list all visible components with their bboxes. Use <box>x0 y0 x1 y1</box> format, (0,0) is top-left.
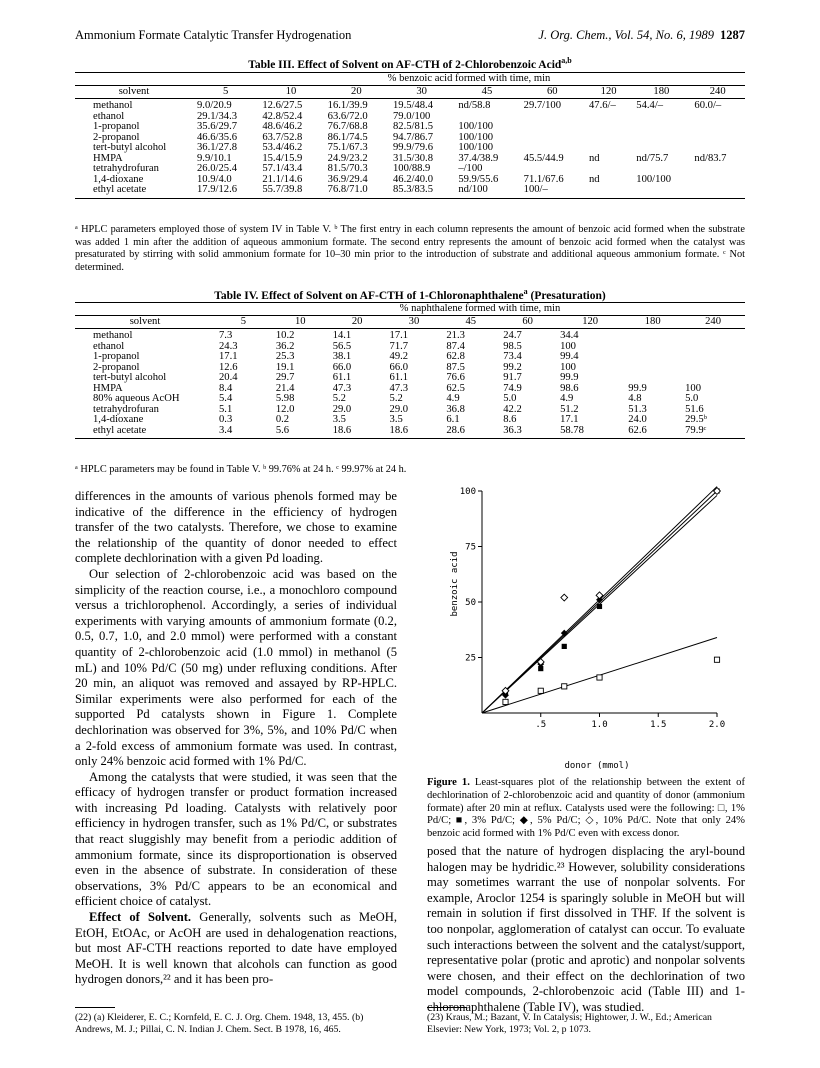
table-cell: 21.1/14.6 <box>262 173 303 185</box>
table-cell: 100/100 <box>636 173 672 185</box>
table-cell <box>681 352 745 363</box>
table-cell: 49.2 <box>389 351 409 362</box>
table-cell: 100/100 <box>458 121 494 132</box>
table-cell: 99.9 <box>628 382 647 394</box>
running-title: Ammonium Formate Catalytic Transfer Hydrogenation <box>75 28 352 42</box>
table-cell: 51.3 <box>628 403 647 415</box>
table-cell: 5.0 <box>503 393 517 404</box>
data-point <box>597 604 602 609</box>
figure-1-caption: Figure 1. Least-squares plot of the relationship between the extent of dechlorination of 2-chlorobenzoic acid and quantity of donor (ammonium formate) after 20 min at reflux. Catalysts used were the following: □, 1% Pd/C; ■, 3% Pd/C; ◆, 5% Pd/C; ◇, 10% Pd/C. Note that only 24% benzoic acid formed with 1% Pd/C even with excess donor. <box>427 777 745 840</box>
data-point <box>561 594 568 601</box>
table-cell: 24.0 <box>628 414 647 425</box>
solvent-cell: 1-propanol <box>93 121 140 132</box>
table-cell: 62.5 <box>446 382 465 394</box>
table-cell: 3.5 <box>332 414 346 425</box>
time-header: 60 <box>520 85 585 99</box>
table-row <box>75 329 745 342</box>
table-cell <box>624 342 681 353</box>
table3-caption: Table III. Effect of Solvent on AF-CTH of 2-Chlorobenzoic Acid$^{a,b}$ <box>248 56 572 71</box>
table-cell: 85.3/83.5 <box>389 185 454 198</box>
table-cell: 100/– <box>520 185 585 198</box>
table-cell: 74.9 <box>503 382 522 394</box>
table-cell: 29.0 <box>332 403 352 415</box>
table-cell: 62.8 <box>446 351 465 362</box>
table-cell: nd/58.8 <box>458 100 491 111</box>
figure-1-plot <box>427 484 745 770</box>
table-cell: 48.6/46.2 <box>262 121 303 132</box>
table3-solvent-header: solvent <box>75 85 193 99</box>
table-cell: 21.3 <box>446 330 465 341</box>
x-axis-label: donor (mmol) <box>564 761 630 770</box>
time-header: 20 <box>329 315 386 329</box>
table-cell: 71.7 <box>389 340 409 352</box>
table-cell: 21.4 <box>275 382 295 394</box>
x-tick-label: 1.0 <box>591 720 608 730</box>
y-axis-label: benzoic acid <box>450 551 460 617</box>
table-cell: 99.9/79.6 <box>392 142 434 153</box>
table-cell: nd <box>588 173 600 185</box>
table-cell: 82.5/81.5 <box>392 121 434 132</box>
table-cell: 31.5/30.8 <box>392 152 434 164</box>
table-cell: 76.8/71.0 <box>324 185 389 198</box>
table-cell: 61.1 <box>389 372 409 383</box>
data-point <box>538 688 543 693</box>
table-cell: 4.9 <box>446 393 460 404</box>
table-cell: 5.2 <box>332 393 346 404</box>
time-header: 120 <box>585 85 632 99</box>
table4-footnote: ᵃ HPLC parameters may be found in Table V. ᵇ 99.76% at 24 h. ᶜ 99.97% at 24 h. <box>75 464 407 475</box>
footnote-rule <box>427 1007 467 1008</box>
table-cell: 100 <box>560 340 576 352</box>
table-cell: 60.0/– <box>694 100 722 111</box>
table-cell: 5.4 <box>219 393 233 404</box>
table-row <box>75 143 745 154</box>
table-cell: 17.1 <box>389 330 409 341</box>
table-cell <box>690 164 745 175</box>
table-cell: 100/100 <box>458 142 494 153</box>
table-cell: 18.6 <box>329 426 386 439</box>
table-cell: 5.2 <box>389 393 403 404</box>
table-cell: 61.1 <box>332 372 352 383</box>
solvent-cell: tetrahydrofuran <box>93 403 159 415</box>
time-header: 10 <box>272 315 329 329</box>
table-cell: 20.4 <box>219 372 238 383</box>
x-tick-label: .5 <box>535 720 547 730</box>
table-cell: 5.6 <box>272 426 329 439</box>
table-cell: 34.4 <box>560 330 579 341</box>
table-row <box>75 164 745 175</box>
table-cell: 47.6/– <box>588 100 616 111</box>
table-row <box>75 99 745 112</box>
table-cell: 26.0/25.4 <box>197 163 238 174</box>
paragraph: Among the catalysts that were studied, it was seen that the efficacy of hydrogen transfer or product formation increased with increasing Pd loading. Catalysts with relatively poor efficiency in hydrogen transfer, such as 1% Pd/C, or substrates that react sluggishly may benefit from a periodic addition of ammonium formate, since its disproportionation is observed even in the absence of substrate. In consideration of these observations, 3% Pd/C appears to be an economical and efficient choice of catalyst. <box>75 769 397 909</box>
table-row <box>75 373 745 384</box>
solvent-cell: methanol <box>93 100 133 111</box>
time-header: 5 <box>193 85 258 99</box>
table-cell: nd/83.7 <box>694 152 727 164</box>
table-cell: 16.1/39.9 <box>327 100 368 111</box>
table-cell: 87.4 <box>446 340 465 352</box>
solvent-cell: tert-butyl alcohol <box>93 142 167 153</box>
table-cell: 99.2 <box>503 361 522 373</box>
table-cell: 5.98 <box>275 393 295 404</box>
solvent-cell: 80% aqueous AcOH <box>93 393 180 404</box>
table-cell <box>690 122 745 133</box>
table-cell: 6.1 <box>446 414 460 425</box>
table-cell: 42.8/52.4 <box>262 110 303 122</box>
table-cell <box>585 185 632 198</box>
paragraph: Our selection of 2-chlorobenzoic acid was based on the simplicity of the reaction course, i.e., a monochloro compound versus a trichlorophenol. Accordingly, a series of individual experiments with varying amounts of ammonium formate (0.2, 0.5, 0.7, 1.0, and 2.0 mmol) were performed with a constant quantity of 2-chlorobenzoic acid (1.0 mmol) in methanol (5 mL) and 10% Pd/C (50 mg) under refluxing conditions. After 20 min, an aliquot was removed and assayed by RP-HPLC. Similar experiments were also performed for each of the supported Pd catalysts shown in Figure 1. Complete dechlorination was observed for 3%, 5%, and 10% Pd/C when a 2-fold excess of ammonium formate was used. In contrast, only 24% benzoic acid formed with 1% Pd/C. <box>75 566 397 769</box>
table4-span-header: % naphthalene formed with time, min <box>215 303 745 316</box>
table-cell <box>632 112 690 123</box>
time-header: 30 <box>386 315 443 329</box>
table-cell: 76.7/68.8 <box>327 121 368 132</box>
time-header: 120 <box>556 315 624 329</box>
table-cell: 99.9 <box>560 372 579 383</box>
table-cell: 38.1 <box>332 351 352 362</box>
table-cell: 3.5 <box>389 414 403 425</box>
table-row <box>75 342 745 353</box>
y-tick-label: 75 <box>465 542 476 553</box>
solvent-cell: 1-propanol <box>93 351 140 362</box>
table-cell <box>681 329 745 342</box>
table-cell: 58.78 <box>556 426 624 439</box>
time-header: 180 <box>624 315 681 329</box>
table-cell <box>690 112 745 123</box>
table-cell: 36.9/29.4 <box>327 173 368 185</box>
table-cell: 47.3 <box>332 382 352 394</box>
table-cell: 29.1/34.3 <box>197 110 238 122</box>
table-cell: 7.3 <box>219 330 233 341</box>
table-row <box>75 352 745 363</box>
table-cell: 76.6 <box>446 372 465 383</box>
table-cell <box>690 143 745 154</box>
table-cell: 14.1 <box>332 330 352 341</box>
table-cell: 51.6 <box>685 403 704 415</box>
table-cell: 8.6 <box>503 414 517 425</box>
table-row <box>75 122 745 133</box>
solvent-cell: 1,4-dioxane <box>93 173 144 185</box>
table-cell <box>632 164 690 175</box>
table-cell: 5.0 <box>685 393 699 404</box>
table-cell <box>520 112 585 123</box>
table-cell: 63.6/72.0 <box>327 110 368 122</box>
table-cell <box>624 329 681 342</box>
table-cell: 0.2 <box>275 414 290 425</box>
data-point <box>597 675 602 680</box>
table3-footnote: ᵃ HPLC parameters employed those of system IV in Table V. ᵇ The first entry in each column represents the amount of benzoic acid formed when the substrate was added 1 min after the addition of aqueous ammonium formate. The second entry represents the amount of benzoic acid formed when the catalyst was presaturated by stirring with solid ammonium formate for 10–30 min prior to the introduction of substrate and additional aqueous ammonium formate. ᶜ Not determined. <box>75 224 745 273</box>
solvent-cell: 2-propanol <box>93 361 140 373</box>
solvent-cell: HMPA <box>93 152 123 164</box>
reference-22: (22) (a) Kleiderer, E. C.; Kornfeld, E. C. J. Org. Chem. 1948, 13, 455. (b) Andrews, M. J.; Pillai, C. N. Indian J. Chem. Sect. B 1978, 16, 465. <box>75 1012 364 1035</box>
table-cell <box>624 373 681 384</box>
table-cell <box>624 363 681 374</box>
data-point <box>714 657 719 662</box>
table-cell: 42.2 <box>503 403 522 415</box>
solvent-cell: methanol <box>93 330 133 341</box>
table-cell <box>520 133 585 144</box>
reference-23: (23) Kraus, M.; Bazant, V. In Catalysis; Hightower, J. W., Ed.; American Elsevier: New York, 1973; Vol. 2, p 1073. <box>427 1012 712 1035</box>
table-cell <box>681 373 745 384</box>
table-cell: 98.5 <box>503 340 522 352</box>
table-cell: 91.7 <box>503 372 522 383</box>
solvent-cell: ethyl acetate <box>75 185 193 198</box>
table-cell: 17.1 <box>560 414 579 425</box>
table-cell: 54.4/– <box>636 100 664 111</box>
table-cell: 29.0 <box>389 403 409 415</box>
table-row <box>75 363 745 374</box>
table-cell: 100/88.9 <box>392 163 431 174</box>
table-cell: 0.3 <box>219 414 233 425</box>
table-cell: 35.6/29.7 <box>197 121 238 132</box>
solvent-cell: ethyl acetate <box>75 426 215 439</box>
table-cell: 24.3 <box>219 340 238 352</box>
data-point <box>562 644 567 649</box>
table-row <box>75 394 745 405</box>
table-cell: 10.9/4.0 <box>197 173 232 185</box>
table-cell: 51.2 <box>560 403 579 415</box>
table-cell: 12.0 <box>275 403 295 415</box>
table-cell: 29.7/100 <box>523 100 562 111</box>
table-cell: 57.1/43.4 <box>262 163 303 174</box>
solvent-cell: 1,4-dioxane <box>93 414 144 425</box>
table-cell: 46.6/35.6 <box>197 131 238 143</box>
table-cell: 19.1 <box>275 361 295 373</box>
x-tick-label: 1.5 <box>650 720 667 730</box>
y-tick-label: 25 <box>465 653 476 664</box>
time-header: 20 <box>324 85 389 99</box>
table-cell: 4.9 <box>560 393 574 404</box>
table-cell: 79.9ᶜ <box>681 426 745 439</box>
table-cell: 75.1/67.3 <box>327 142 368 153</box>
table-cell <box>585 143 632 154</box>
table-cell: 17.9/12.6 <box>193 185 258 198</box>
solvent-cell: 2-propanol <box>93 131 140 143</box>
paragraph: differences in the amounts of various phenols formed may be indicative of the difference in the efficiency of hydrogen transfer of the two catalysts. Therefore, we chose to examine the relationship of the quantity of donor needed to effect complete dechlorination with a given Pd loading. <box>75 489 397 566</box>
table-cell: 87.5 <box>446 361 465 373</box>
table-cell <box>632 122 690 133</box>
paragraph: Effect of Solvent. Generally, solvents such as MeOH, EtOH, EtOAc, or AcOH are used in dehalogenation reactions, but most AF-CTH reactions reported to date have employed MeOH. It is well known that alcohols can function as good hydrogen donors,²² and it has been pro- <box>75 910 398 987</box>
table-cell <box>632 143 690 154</box>
table-cell: 73.4 <box>503 351 522 362</box>
y-tick-label: 100 <box>459 487 476 497</box>
table-cell: 15.4/15.9 <box>262 152 303 164</box>
table-cell: nd/75.7 <box>636 152 669 164</box>
table-cell: 12.6 <box>219 361 238 373</box>
solvent-cell: ethanol <box>93 340 125 352</box>
solvent-cell: tetrahydrofuran <box>93 163 159 174</box>
table-cell: 9.0/20.9 <box>197 100 232 111</box>
table-cell: 62.6 <box>624 426 681 439</box>
footnote-rule <box>75 1007 115 1008</box>
table-cell: 3.4 <box>215 426 272 439</box>
table-cell: 100 <box>685 382 701 394</box>
table-row <box>75 415 745 426</box>
table-cell: 47.3 <box>389 382 409 394</box>
table-cell <box>681 342 745 353</box>
table-cell: 94.7/86.7 <box>392 131 434 143</box>
table-cell: 10.2 <box>275 330 295 341</box>
table-cell: 59.9/55.6 <box>458 173 499 185</box>
table-cell <box>585 122 632 133</box>
solvent-cell: tert-butyl alcohol <box>93 372 167 383</box>
table-cell: –/100 <box>458 163 483 174</box>
table-cell: 9.9/10.1 <box>197 152 232 164</box>
table-cell <box>520 164 585 175</box>
time-header: 30 <box>389 85 454 99</box>
table-cell <box>585 133 632 144</box>
table-cell <box>520 143 585 154</box>
table-cell: 86.1/74.5 <box>327 131 368 143</box>
time-header: 10 <box>258 85 323 99</box>
table-cell: 45.5/44.9 <box>523 152 564 164</box>
table-cell: 24.9/23.2 <box>327 152 368 164</box>
table4-caption: Table IV. Effect of Solvent on AF-CTH of 1-Chloronaphthalene$^a$ (Presaturation) <box>214 287 606 302</box>
table-cell <box>585 164 632 175</box>
table-cell: 29.7 <box>275 372 295 383</box>
table-cell: 100 <box>560 361 576 373</box>
table-cell <box>690 175 745 186</box>
right-column <box>427 844 745 1016</box>
time-header: 240 <box>681 315 745 329</box>
table-cell: 25.3 <box>275 351 295 362</box>
table-cell: nd/100 <box>454 185 519 198</box>
table-cell: 71.1/67.6 <box>523 173 564 185</box>
table-cell: 66.0 <box>389 361 409 373</box>
table-cell: 18.6 <box>386 426 443 439</box>
table-cell: 66.0 <box>332 361 352 373</box>
table-cell: 79.0/100 <box>392 110 431 122</box>
table-cell: 55.7/39.8 <box>258 185 323 198</box>
table-cell: 19.5/48.4 <box>392 100 434 111</box>
table-cell: 28.6 <box>442 426 499 439</box>
data-point <box>562 684 567 689</box>
table-cell: 37.4/38.9 <box>458 152 499 164</box>
paragraph: posed that the nature of hydrogen displacing the aryl-bound halogen may be hydridic.²³ However, solubility considerations may sometimes warrant the use of nonpolar solvents. For example, Aroclor 1254 is sparingly soluble in MeOH but will remain in solution if first dissolved in THF. If the solvent is too nonpolar, agglomeration of catalyst can occur. To evaluate such interactions between the solvent and the catalyst/support, representative polar (protic and aprotic) and nonpolar solvents were chosen, and their effect on the dechlorination of two model compounds, 2-chlorobenzoic acid (Table III) and 1-chloronaphthalene (Table IV), was studied. <box>427 844 745 1014</box>
table-cell: 4.8 <box>628 393 642 404</box>
table-cell <box>585 112 632 123</box>
time-header: 45 <box>442 315 499 329</box>
time-header: 60 <box>499 315 556 329</box>
table-cell <box>690 185 745 198</box>
table-cell: 100/100 <box>458 131 494 143</box>
y-tick-label: 50 <box>465 598 476 608</box>
table-cell: 36.3 <box>499 426 556 439</box>
table-cell <box>632 185 690 198</box>
table-cell: 63.7/52.8 <box>262 131 303 143</box>
table-cell: 53.4/46.2 <box>262 142 303 153</box>
table-cell: 46.2/40.0 <box>392 173 434 185</box>
table-row <box>75 185 745 198</box>
table-cell <box>624 352 681 363</box>
x-tick-label: 2.0 <box>708 720 726 730</box>
table3-span-header: % benzoic acid formed with time, min <box>193 73 745 86</box>
journal-citation: J. Org. Chem., Vol. 54, No. 6, 1989 1287 <box>538 28 745 42</box>
table-row <box>75 426 745 439</box>
table-cell: 8.4 <box>219 382 233 394</box>
table-cell: 29.5ᵇ <box>685 414 707 425</box>
table-cell <box>632 133 690 144</box>
time-header: 180 <box>632 85 690 99</box>
table-cell <box>690 133 745 144</box>
table-cell: 24.7 <box>503 330 522 341</box>
table-cell: 12.6/27.5 <box>262 100 303 111</box>
table-cell: 98.6 <box>560 382 579 394</box>
time-header: 240 <box>690 85 745 99</box>
time-header: 5 <box>215 315 272 329</box>
table-cell <box>681 363 745 374</box>
table-cell: nd <box>588 152 600 164</box>
table-cell: 36.2 <box>275 340 295 352</box>
table-cell: 17.1 <box>219 351 238 362</box>
left-column <box>75 489 397 988</box>
table4 <box>75 302 745 439</box>
solvent-cell: HMPA <box>93 382 123 394</box>
table-cell <box>520 122 585 133</box>
table3 <box>75 72 745 199</box>
solvent-cell: ethanol <box>93 110 125 122</box>
table-cell: 36.8 <box>446 403 465 415</box>
table-cell: 56.5 <box>332 340 352 352</box>
page-number: 1287 <box>720 28 745 42</box>
table-cell: 99.4 <box>560 351 579 362</box>
table-cell: 5.1 <box>219 403 233 415</box>
table4-solvent-header: solvent <box>75 315 215 329</box>
time-header: 45 <box>454 85 519 99</box>
table-cell: 81.5/70.3 <box>327 163 368 174</box>
data-point <box>503 699 508 704</box>
table-cell: 36.1/27.8 <box>197 142 238 153</box>
